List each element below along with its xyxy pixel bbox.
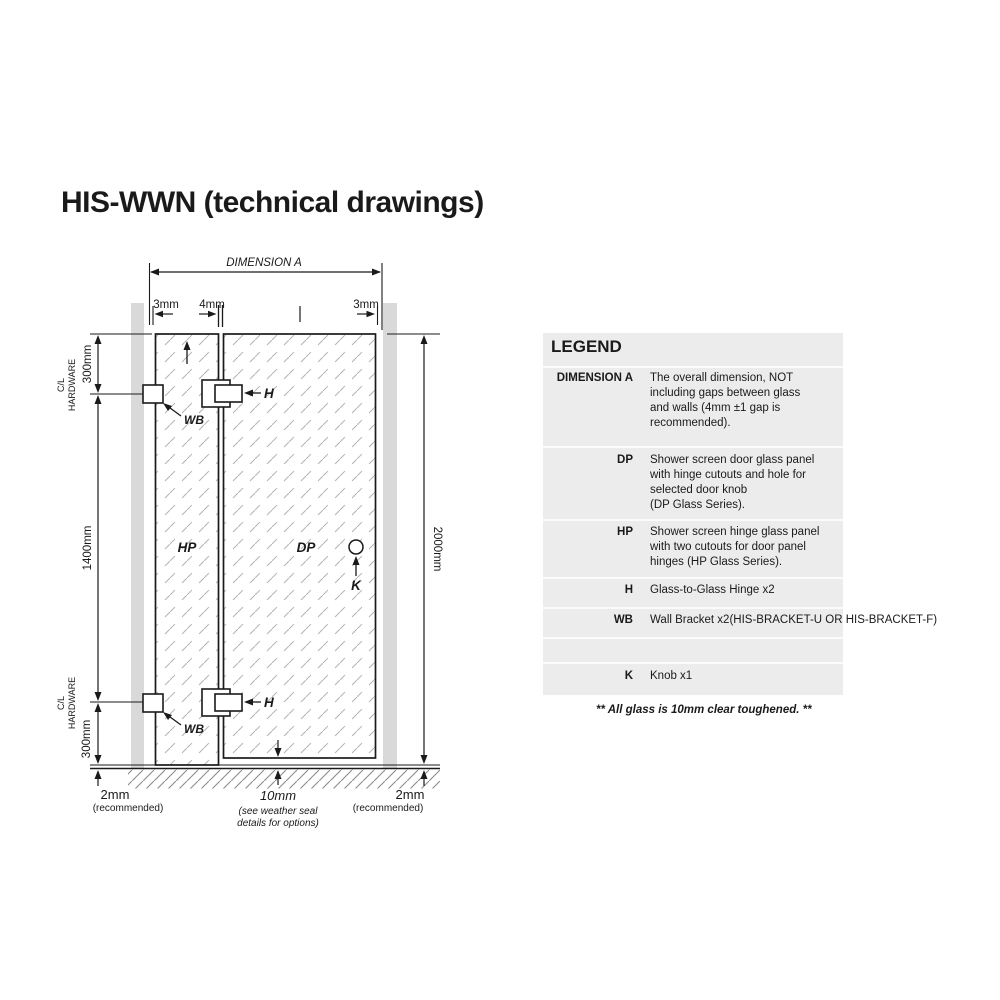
cl-hardware-bottom-line1: C/L [56, 695, 66, 711]
legend-term: WB [613, 614, 633, 626]
legend-desc: Shower screen hinge glass panel with two cutouts for door panel hinges (HP Glass Series). [650, 526, 820, 568]
legend-desc: Wall Bracket x2(HIS-BRACKET-U OR HIS-BRACKET-F) [650, 614, 938, 626]
hardware-spacing-label: 1400mm [82, 525, 94, 571]
legend-term: DP [617, 454, 633, 466]
gap-right-label: 3mm [353, 299, 379, 311]
knob [349, 540, 363, 554]
glass-footnote: ** All glass is 10mm clear toughened. ** [596, 704, 812, 716]
right-floor-gap-label: 2mm [395, 787, 425, 802]
left-floor-gap-note: (recommended) [92, 803, 164, 814]
dp-panel-label: DP [296, 540, 316, 555]
legend-desc: The overall dimension, NOT including gaps between glass and walls (4mm ±1 gap is recommended). [650, 372, 801, 429]
top-bracket-offset-label: 300mm [82, 344, 94, 384]
gap-left-label: 3mm [153, 299, 179, 311]
legend-term: K [624, 670, 633, 682]
left-floor-gap-label: 2mm [100, 787, 130, 802]
legend-separator [543, 662, 843, 664]
legend-term: H [624, 584, 633, 596]
legend-panel [543, 333, 938, 695]
left-wall [131, 303, 144, 768]
legend-term: DIMENSION A [556, 372, 633, 384]
hp-panel-label: HP [177, 540, 197, 555]
legend-desc: Glass-to-Glass Hinge x2 [650, 584, 775, 596]
legend-separator [543, 577, 843, 579]
right-wall [383, 303, 397, 768]
legend-separator [543, 519, 843, 521]
wall-bracket-bottom-label: WB [184, 722, 204, 736]
cl-hardware-bottom-line2: HARDWARE [67, 676, 77, 730]
legend-term: HP [617, 526, 633, 538]
cl-hardware-top-line1: C/L [56, 377, 66, 393]
gap-middle-label: 4mm [199, 299, 225, 311]
wall-bracket-top-label: WB [184, 413, 204, 427]
hinge-bottom-label: H [264, 695, 274, 710]
dimension-a-label: DIMENSION A [226, 257, 302, 269]
right-floor-gap-note: (recommended) [352, 803, 424, 814]
hinge-top-label: H [264, 386, 274, 401]
seal-note-line1: (see weather seal [238, 806, 318, 817]
legend-separator [543, 446, 843, 448]
wall-bracket-top [143, 385, 163, 403]
wall-bracket-bottom [143, 694, 163, 712]
page-title: HIS-WWN (technical drawings) [61, 186, 484, 219]
seal-gap-label: 10mm [259, 788, 297, 803]
bottom-bracket-offset-label: 300mm [81, 719, 93, 759]
cl-hardware-top-line2: HARDWARE [67, 358, 77, 412]
legend-header: LEGEND [551, 337, 622, 356]
height-label: 2000mm [431, 526, 443, 572]
legend-separator [543, 607, 843, 609]
legend-separator [543, 366, 843, 368]
floor-hatch [128, 770, 440, 789]
legend-separator [543, 637, 843, 639]
knob-label: K [351, 578, 361, 593]
legend-desc: Knob x1 [650, 670, 693, 682]
seal-note-line2: details for options) [237, 818, 319, 829]
legend-desc: Shower screen door glass panel with hinge cutouts and hole for selected door knob (DP Glass Series). [650, 454, 815, 511]
